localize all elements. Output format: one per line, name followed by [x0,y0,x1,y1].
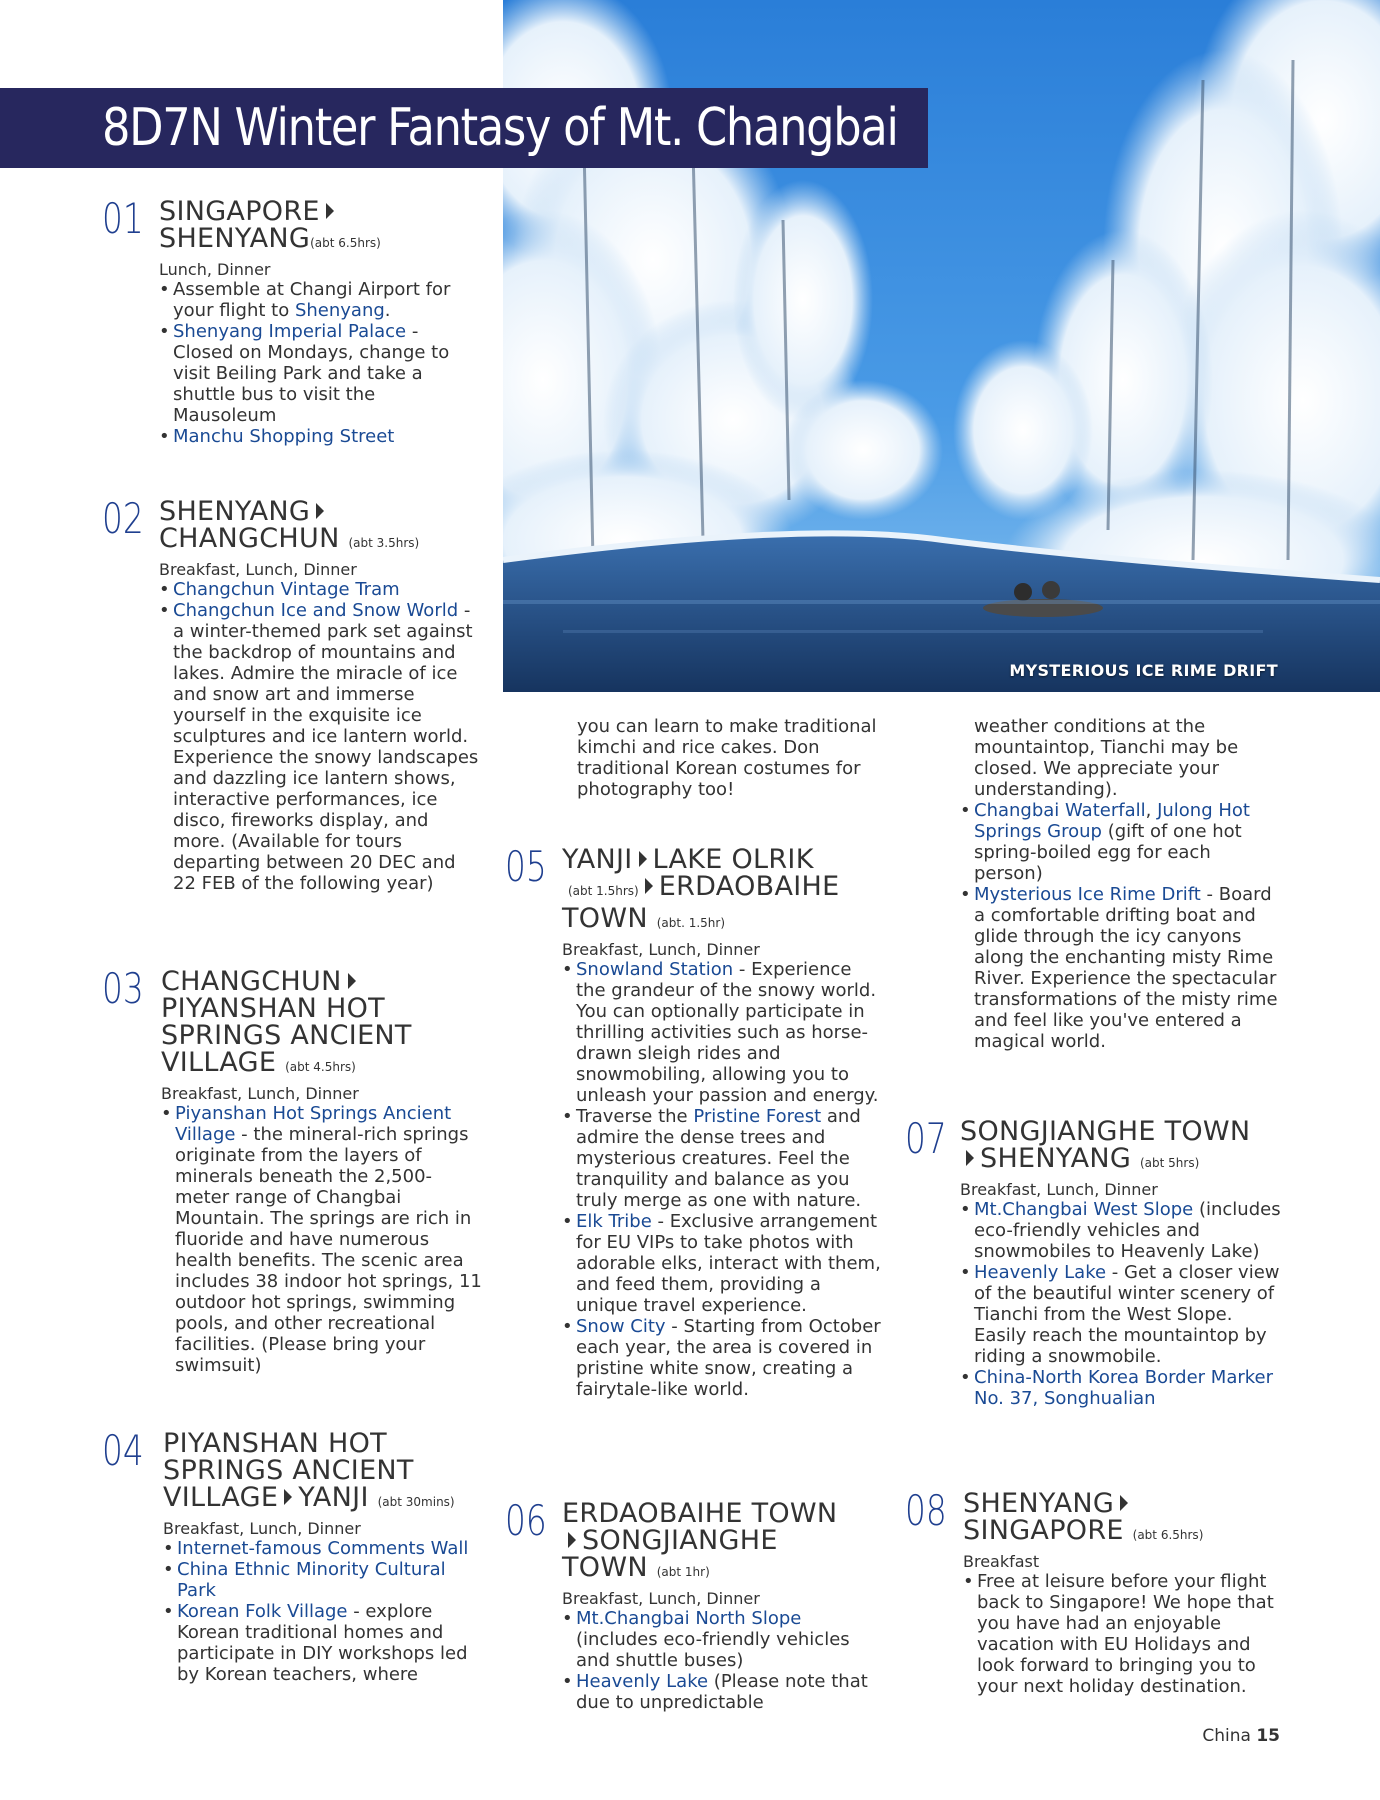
arrow-right-icon [316,503,324,519]
arrow-right-icon [348,973,356,989]
list-item: • Assemble at Changi Airport for your flight to Shenyang. [159,279,482,321]
day-01 [102,194,482,447]
itinerary-list [960,1199,1285,1409]
day-07 [905,1114,1285,1409]
day-heading: PIYANSHAN HOT SPRINGS ANCIENT VILLAGE YANJI (abt 30mins) [163,1428,455,1513]
day-heading: ERDAOBAIHE TOWN SONGJIANGHE TOWN (abt 1hr) [562,1498,838,1583]
day-number: 04 [102,1426,144,1475]
day-04-continued [563,716,885,800]
list-item: • Mt.Changbai West Slope (includes eco-friendly vehicles and snowmobiles to Heavenly Lake) [960,1199,1285,1262]
page-footer [1202,1726,1280,1746]
list-item: • China-North Korea Border Marker No. 37, Songhualian [960,1367,1285,1409]
itinerary-list [159,579,482,894]
footer-label: China [1202,1726,1251,1746]
list-item: • Mt.Changbai North Slope (includes eco-friendly vehicles and shuttle buses) [562,1608,885,1671]
list-item: • Internet-famous Comments Wall [163,1538,482,1559]
title-banner [0,88,928,168]
list-item: • Piyanshan Hot Springs Ancient Village - the mineral-rich springs originate from the layers of minerals beneath the 2,500-meter range of Changbai Mountain. The springs are rich in fluoride and have numerous health benefits. The scenic area includes 38 indoor hot springs, 11 outdoor hot springs, swimming pools, and other recreational facilities. (Please bring your swimsuit) [161,1103,482,1376]
list-item: • Changchun Vintage Tram [159,579,482,600]
list-item: • Elk Tribe - Exclusive arrangement for EU VIPs to take photos with adorable elks, interact with them, and feed them, providing a unique travel experience. [562,1211,885,1316]
arrow-right-icon [639,851,647,867]
meals: Lunch, Dinner [159,260,271,279]
day-06 [505,1496,885,1713]
day-number: 08 [905,1486,947,1535]
continued-text: you can learn to make traditional kimchi and rice cakes. Don traditional Korean costumes for photography too! [577,716,877,800]
list-item: • Free at leisure before your flight back to Singapore! We hope that you have had an enjoyable vacation with EU Holidays and look forward to bringing you to your next holiday destination. [963,1571,1285,1697]
day-heading: CHANGCHUN PIYANSHAN HOT SPRINGS ANCIENT VILLAGE (abt 4.5hrs) [161,966,412,1078]
list-item: • Traverse the Pristine Forest and admire the dense trees and mysterious creatures. Feel the tranquility and balance as you truly merge as one with nature. [562,1106,885,1211]
day-06-continued [960,716,1282,1052]
page-number: 15 [1256,1726,1280,1746]
day-08 [905,1486,1285,1697]
day-heading: SONGJIANGHE TOWN SHENYANG (abt 5hrs) [960,1116,1251,1174]
duration: (abt 30mins) [377,1495,455,1509]
list-item: • Heavenly Lake - Get a closer view of the beautiful winter scenery of Tianchi from the West Slope. Easily reach the mountaintop by riding a snowmobile. [960,1262,1285,1367]
day-heading: SINGAPORE SHENYANG(abt 6.5hrs) [159,196,381,254]
duration: (abt 6.5hrs) [310,236,381,250]
itinerary-list [562,959,885,1400]
day-number: 02 [102,494,144,543]
list-item: • Korean Folk Village - explore Korean traditional homes and participate in DIY workshops led by Korean teachers, where [163,1601,482,1685]
photo-caption: MYSTERIOUS ICE RIME DRIFT [1009,661,1278,680]
day-04 [102,1426,482,1685]
day-02 [102,494,482,894]
duration: (abt 1hr) [656,1565,710,1579]
duration: (abt 4.5hrs) [285,1060,356,1074]
arrow-right-icon [1120,1495,1128,1511]
meals: Breakfast, Lunch, Dinner [159,560,357,579]
duration: (abt 5hrs) [1139,1156,1200,1170]
meals: Breakfast, Lunch, Dinner [562,940,760,959]
day-number: 06 [505,1496,547,1545]
day-heading: YANJI LAKE OLRIK (abt 1.5hrs) ERDAOBAIHE TOWN (abt. 1.5hr) [562,844,840,934]
list-item: • China Ethnic Minority Cultural Park [163,1559,482,1601]
day-heading: SHENYANG CHANGCHUN (abt 3.5hrs) [159,496,420,554]
duration: (abt. 1.5hr) [656,916,726,930]
meals: Breakfast, Lunch, Dinner [960,1180,1158,1199]
day-number: 03 [102,964,144,1013]
day-number: 07 [905,1114,947,1163]
arrow-right-icon [284,1489,292,1505]
day-03 [102,964,482,1376]
meals: Breakfast, Lunch, Dinner [161,1084,359,1103]
duration: (abt 6.5hrs) [1132,1528,1204,1542]
day-number: 05 [505,842,547,891]
arrow-right-icon [568,1532,576,1548]
continued-text: weather conditions at the mountaintop, Tianchi may be closed. We appreciate your understanding). [974,716,1239,800]
list-item: • Mysterious Ice Rime Drift - Board a comfortable drifting boat and glide through the icy canyons along the enchanting misty Rime River. Experience the spectacular transformations of the misty rime and feel like you've entered a magical world. [960,884,1282,1052]
itinerary-list [562,1608,885,1713]
duration: (abt 1.5hrs) [568,884,639,898]
list-item: • Snow City - Starting from October each year, the area is covered in pristine white snow, creating a fairytale-like world. [562,1316,885,1400]
arrow-right-icon [966,1150,974,1166]
day-number: 01 [102,194,144,243]
duration: (abt 3.5hrs) [348,536,420,550]
meals: Breakfast [963,1552,1040,1571]
list-item: • Changbai Waterfall, Julong Hot Springs Group (gift of one hot spring-boiled egg for each person) [960,800,1282,884]
list-item: • Snowland Station - Experience the grandeur of the snowy world. You can optionally participate in thrilling activities such as horse-drawn sleigh rides and snowmobiling, allowing you to unleash your passion and energy. [562,959,885,1106]
list-item: • Shenyang Imperial Palace - Closed on Mondays, change to visit Beiling Park and take a shuttle bus to visit the Mausoleum [159,321,482,426]
meals: Breakfast, Lunch, Dinner [562,1589,760,1608]
list-item: • Heavenly Lake (Please note that due to unpredictable [562,1671,885,1713]
itinerary-list [159,279,482,447]
list-item: • Changchun Ice and Snow World - a winter-themed park set against the backdrop of mountains and lakes. Admire the miracle of ice and snow art and immerse yourself in the exquisite ice sculptures and ice lantern world. Experience the snowy landscapes and dazzling ice lantern shows, interactive performances, ice disco, fireworks display, and more. (Available for tours departing between 20 DEC and 22 FEB of the following year) [159,600,482,894]
day-05 [505,842,885,1400]
arrow-right-icon [326,203,334,219]
itinerary-list [963,1571,1285,1697]
page-title: 8D7N Winter Fantasy of Mt. Changbai [102,98,898,158]
day-heading: SHENYANG SINGAPORE (abt 6.5hrs) [963,1488,1204,1546]
itinerary-list [960,800,1282,1052]
itinerary-list [161,1103,482,1376]
list-item: • Manchu Shopping Street [159,426,482,447]
itinerary-list [163,1538,482,1685]
meals: Breakfast, Lunch, Dinner [163,1519,361,1538]
arrow-right-icon [645,878,653,894]
